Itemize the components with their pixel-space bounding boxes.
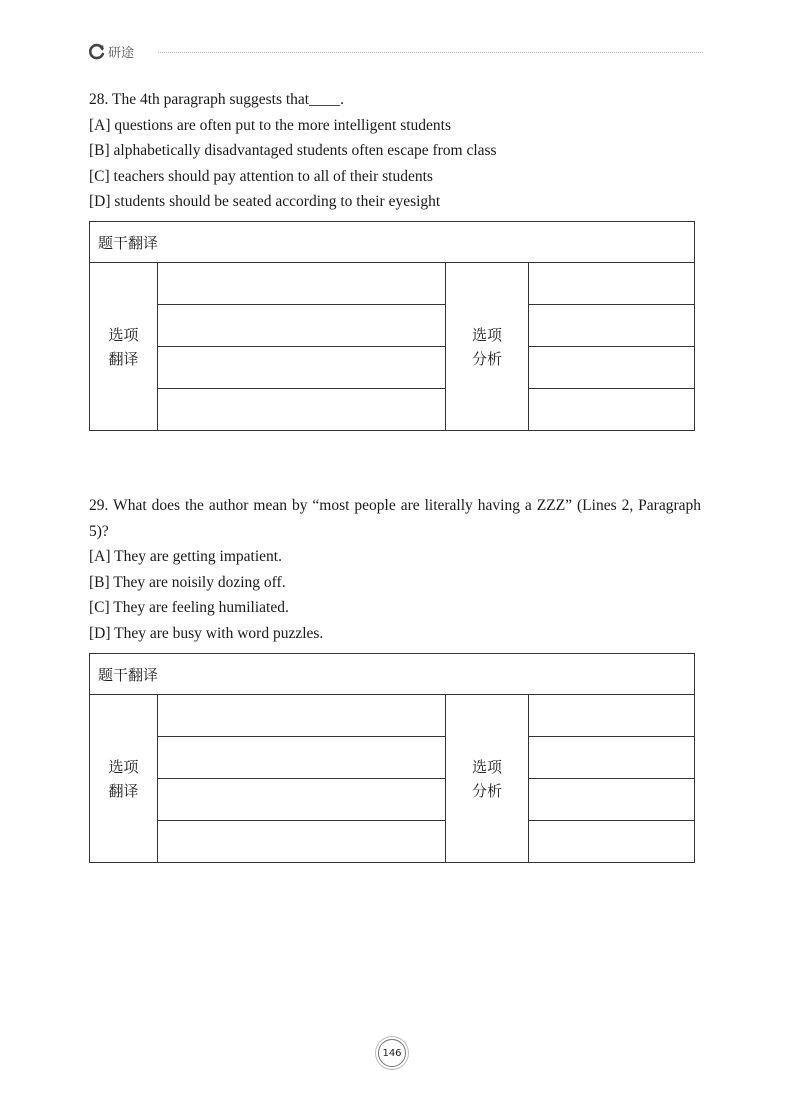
page-header <box>88 42 703 64</box>
option-analysis-label: 选项 分析 <box>446 695 529 863</box>
option-translation-label: 选项 翻译 <box>90 263 158 431</box>
analysis-cell[interactable] <box>529 305 695 347</box>
option-analysis-label: 选项 分析 <box>446 263 529 431</box>
option-c: [C] They are feeling humiliated. <box>89 599 289 616</box>
translation-cell[interactable] <box>158 389 446 431</box>
option-b: [B] alphabetically disadvantaged students often escape from class <box>89 142 497 159</box>
option-translation-label: 选项 翻译 <box>90 695 158 863</box>
logo-icon <box>88 43 105 60</box>
analysis-cell[interactable] <box>529 821 695 863</box>
stem-translation-label: 题干翻译 <box>90 654 695 695</box>
analysis-cell[interactable] <box>529 263 695 305</box>
answer-table-29 <box>89 653 695 863</box>
analysis-cell[interactable] <box>529 389 695 431</box>
translation-cell[interactable] <box>158 821 446 863</box>
translation-cell[interactable] <box>158 347 446 389</box>
answer-table-28 <box>89 221 695 431</box>
option-d: [D] They are busy with word puzzles. <box>89 624 324 642</box>
analysis-cell[interactable] <box>529 695 695 737</box>
page-number: 146 <box>378 1039 406 1067</box>
question-title: 28. The 4th paragraph suggests that____. <box>89 91 344 108</box>
translation-cell[interactable] <box>158 779 446 821</box>
translation-cell[interactable] <box>158 263 446 305</box>
option-a: [A] They are getting impatient. <box>89 548 282 565</box>
translation-cell[interactable] <box>158 695 446 737</box>
question-title: 29. What does the author mean by “most people are literally having a ZZZ” (Lines 2, Paragraph 5)? <box>89 497 701 540</box>
option-a: [A] questions are often put to the more intelligent students <box>89 116 452 134</box>
analysis-cell[interactable] <box>529 737 695 779</box>
option-c: [C] teachers should pay attention to all of their students <box>89 167 433 185</box>
question-29 <box>89 493 701 646</box>
analysis-cell[interactable] <box>529 347 695 389</box>
header-divider <box>158 52 703 53</box>
translation-cell[interactable] <box>158 737 446 779</box>
translation-cell[interactable] <box>158 305 446 347</box>
question-28 <box>89 87 701 215</box>
stem-translation-label: 题干翻译 <box>90 222 695 263</box>
logo-text: 研途 <box>108 46 135 61</box>
logo <box>88 42 134 61</box>
analysis-cell[interactable] <box>529 779 695 821</box>
option-d: [D] students should be seated according to their eyesight <box>89 193 441 210</box>
option-b: [B] They are noisily dozing off. <box>89 573 286 591</box>
